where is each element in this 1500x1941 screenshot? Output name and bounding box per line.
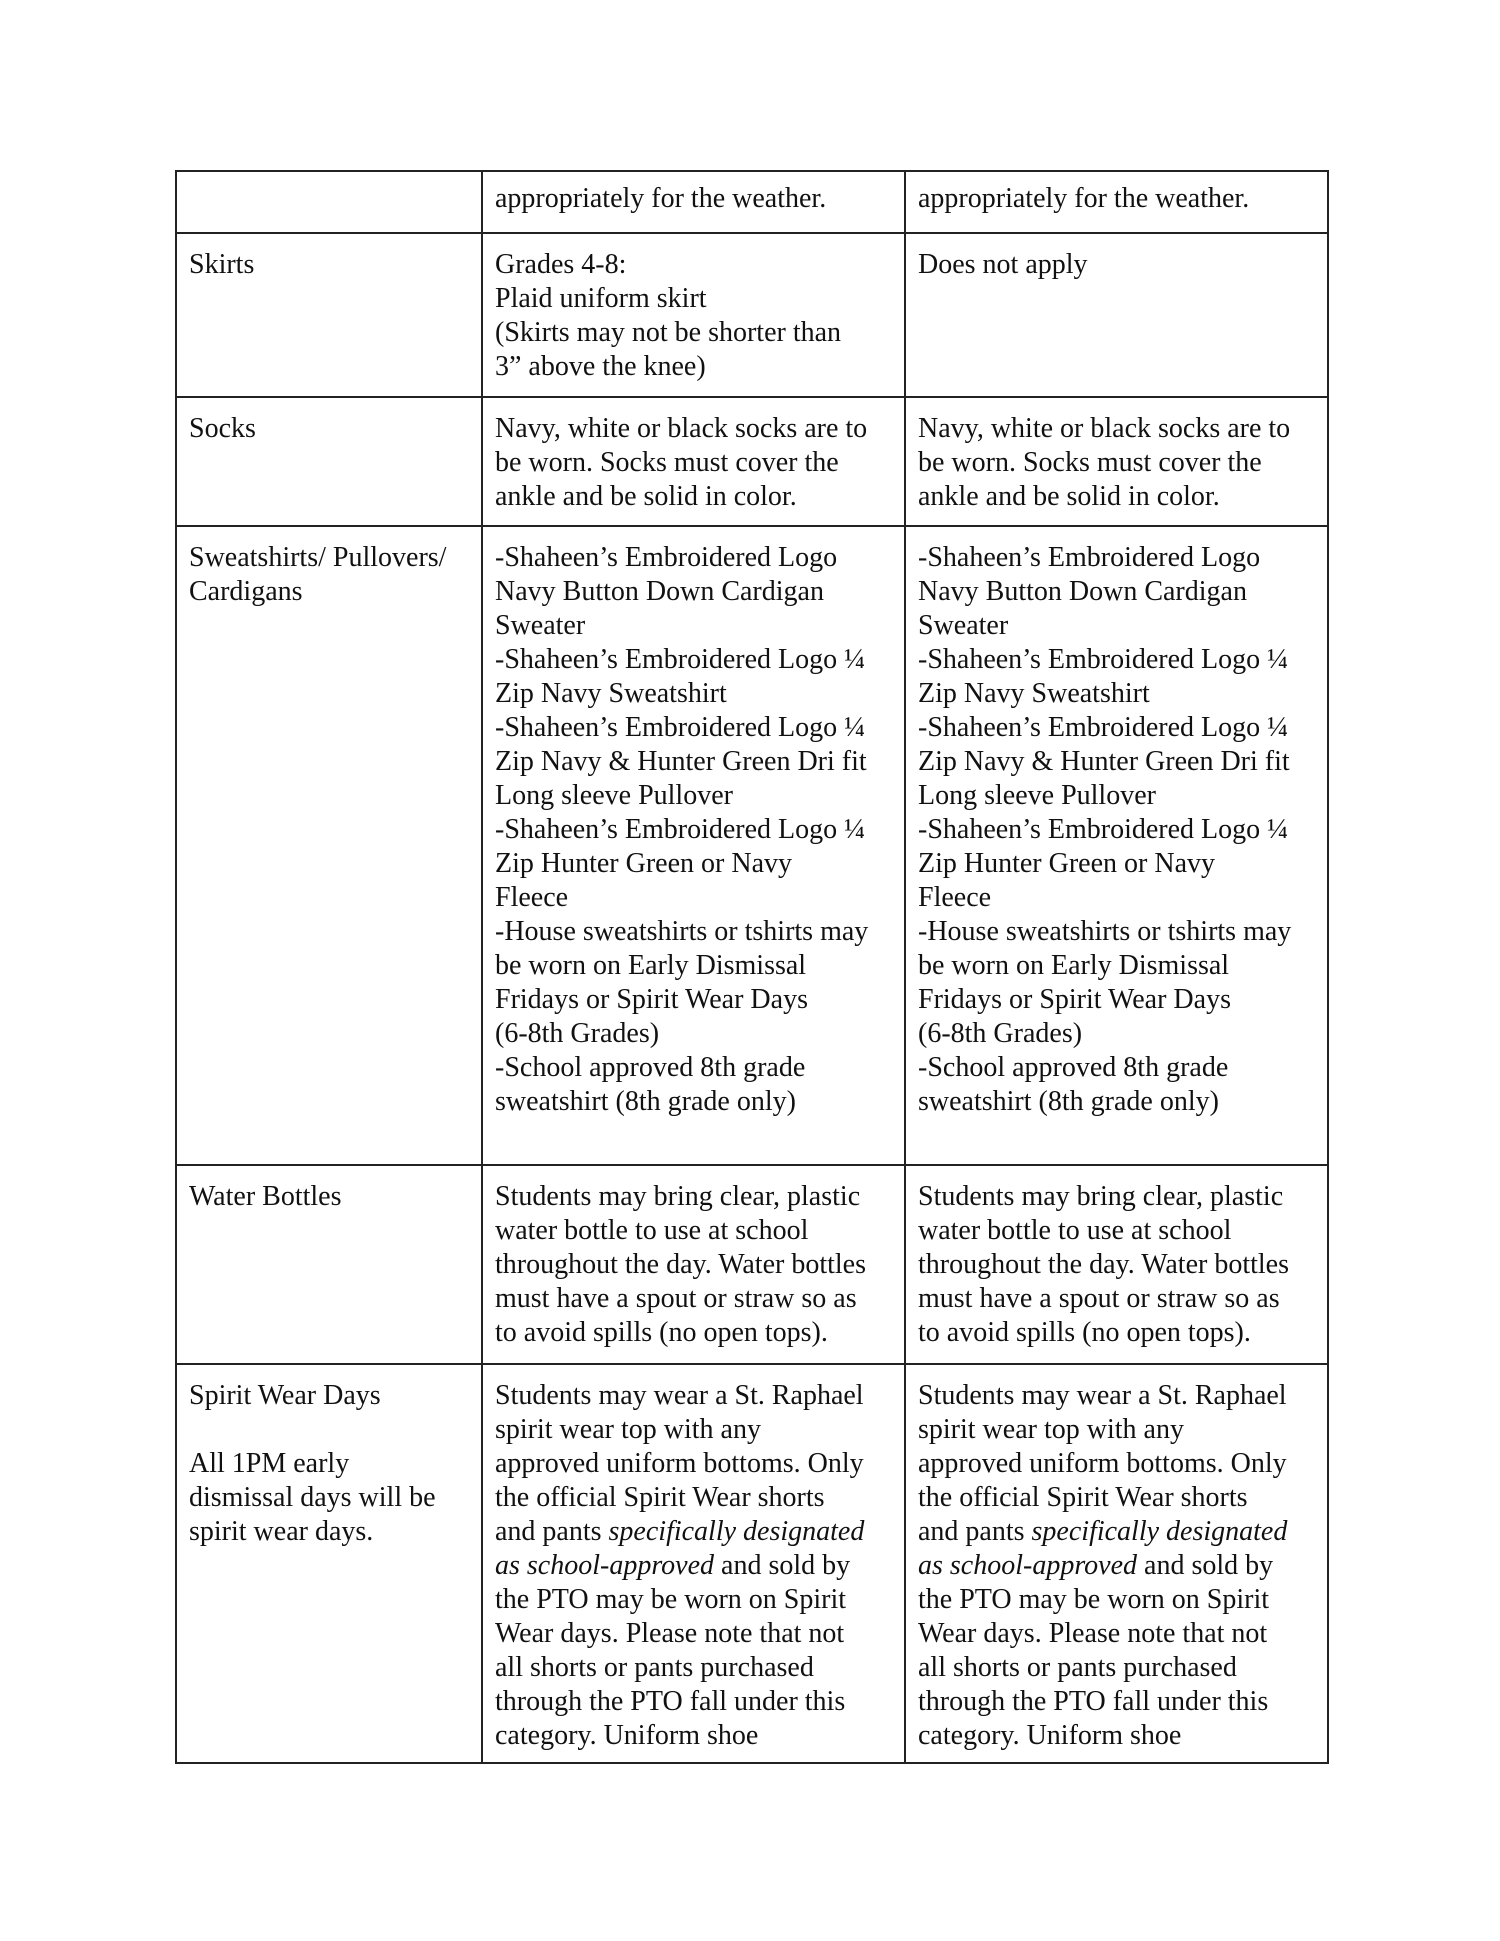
category-cell (176, 1165, 482, 1364)
category-label: Water Bottles (189, 1181, 342, 1212)
category-label: Skirts (189, 249, 255, 280)
text-line: through the PTO fall under this (918, 1686, 1269, 1717)
text-line: to avoid spills (no open tops). (918, 1317, 1251, 1348)
text-line: category. Uniform shoe (918, 1720, 1182, 1751)
policy-cell-col2 (482, 1364, 905, 1763)
table-row (176, 1364, 1328, 1763)
text-line: through the PTO fall under this (495, 1686, 846, 1717)
text-line: Zip Navy & Hunter Green Dri fit (495, 746, 867, 777)
text-line: Fridays or Spirit Wear Days (918, 984, 1231, 1015)
policy-cell-col2 (482, 1165, 905, 1364)
policy-cell-col2 (482, 526, 905, 1165)
text-line: category. Uniform shoe (495, 1720, 759, 1751)
emphasis-text: as school-approved (918, 1550, 1138, 1581)
policy-cell-col2 (482, 233, 905, 397)
text-line: Students may bring clear, plastic (918, 1181, 1284, 1212)
text-line: throughout the day. Water bottles (495, 1249, 866, 1280)
text-line: Navy Button Down Cardigan (918, 576, 1247, 607)
text-line: the official Spirit Wear shorts (495, 1482, 825, 1513)
text-line: -School approved 8th grade (918, 1052, 1229, 1083)
text-line: 3” above the knee) (495, 351, 706, 382)
emphasis-text: as school-approved (495, 1550, 715, 1581)
text-run: and sold by (714, 1550, 851, 1581)
text-line: -School approved 8th grade (495, 1052, 806, 1083)
text-line: -Shaheen’s Embroidered Logo (918, 542, 1261, 573)
text-run: and pants (495, 1516, 609, 1547)
policy-cell-col3 (905, 1165, 1328, 1364)
text-line (495, 1515, 893, 1549)
category-cell (176, 526, 482, 1165)
text-line: Students may wear a St. Raphael (495, 1380, 864, 1411)
text-line: (Skirts may not be shorter than (495, 317, 842, 348)
text-line: the official Spirit Wear shorts (918, 1482, 1248, 1513)
category-note: spirit wear days. (189, 1516, 374, 1547)
text-line: Zip Navy & Hunter Green Dri fit (918, 746, 1290, 777)
policy-cell-col3 (905, 171, 1328, 233)
text-line: be worn on Early Dismissal (918, 950, 1230, 981)
category-label: Cardigans (189, 576, 303, 607)
text-line: Zip Navy Sweatshirt (918, 678, 1150, 709)
text-line: water bottle to use at school (918, 1215, 1232, 1246)
text-line: Wear days. Please note that not (918, 1618, 1268, 1649)
text-line: Sweater (918, 610, 1009, 641)
text-run: and sold by (1137, 1550, 1274, 1581)
text-line: Zip Hunter Green or Navy (918, 848, 1216, 879)
text-line: -Shaheen’s Embroidered Logo (495, 542, 838, 573)
text-line: -Shaheen’s Embroidered Logo ¼ (495, 644, 866, 675)
text-line: -House sweatshirts or tshirts may (918, 916, 1292, 947)
category-cell (176, 397, 482, 526)
text-line: -Shaheen’s Embroidered Logo ¼ (918, 644, 1289, 675)
policy-cell-col2 (482, 397, 905, 526)
category-label: Spirit Wear Days (189, 1380, 381, 1411)
text-line: Plaid uniform skirt (495, 283, 707, 314)
text-line (918, 1515, 1316, 1549)
text-line: all shorts or pants purchased (918, 1652, 1237, 1683)
text-line: must have a spout or straw so as (495, 1283, 857, 1314)
category-note: dismissal days will be (189, 1482, 436, 1513)
policy-cell-col3 (905, 233, 1328, 397)
text-line: to avoid spills (no open tops). (495, 1317, 828, 1348)
text-line: water bottle to use at school (495, 1215, 809, 1246)
text-line: Zip Hunter Green or Navy (495, 848, 793, 879)
text-line: the PTO may be worn on Spirit (495, 1584, 847, 1615)
text-line: ankle and be solid in color. (495, 481, 797, 512)
text-line: (6-8th Grades) (495, 1018, 660, 1049)
text-line: sweatshirt (8th grade only) (495, 1086, 796, 1117)
text-line: Fleece (918, 882, 992, 913)
text-line: Fleece (495, 882, 569, 913)
text-line: Zip Navy Sweatshirt (495, 678, 727, 709)
text-line: Students may bring clear, plastic (495, 1181, 861, 1212)
text-line: -Shaheen’s Embroidered Logo ¼ (495, 712, 866, 743)
text-line: all shorts or pants purchased (495, 1652, 814, 1683)
text-line: -Shaheen’s Embroidered Logo ¼ (495, 814, 866, 845)
text-line: Sweater (495, 610, 586, 641)
text-line: spirit wear top with any (918, 1414, 1184, 1445)
text-line: Does not apply (918, 249, 1088, 280)
text-line: Wear days. Please note that not (495, 1618, 845, 1649)
text-line: throughout the day. Water bottles (918, 1249, 1289, 1280)
text-line: Fridays or Spirit Wear Days (495, 984, 808, 1015)
text-line: -House sweatshirts or tshirts may (495, 916, 869, 947)
uniform-policy-table (175, 170, 1329, 1764)
text-run: and pants (918, 1516, 1032, 1547)
text-line: Long sleeve Pullover (495, 780, 733, 811)
text-line: spirit wear top with any (495, 1414, 761, 1445)
category-label: Sweatshirts/ Pullovers/ (189, 542, 447, 573)
text-line: ankle and be solid in color. (918, 481, 1220, 512)
category-label: Socks (189, 413, 256, 444)
policy-cell-col3 (905, 397, 1328, 526)
text-line: approved uniform bottoms. Only (495, 1448, 864, 1479)
table-row (176, 171, 1328, 233)
category-note: All 1PM early (189, 1448, 350, 1479)
spacer (189, 1413, 470, 1447)
text-line: approved uniform bottoms. Only (918, 1448, 1287, 1479)
emphasis-text: specifically designated (1031, 1516, 1288, 1547)
text-line: appropriately for the weather. (495, 183, 827, 214)
text-line: Students may wear a St. Raphael (918, 1380, 1287, 1411)
table-row (176, 1165, 1328, 1364)
text-line (918, 1549, 1316, 1583)
text-line: be worn. Socks must cover the (495, 447, 839, 478)
text-line: be worn on Early Dismissal (495, 950, 807, 981)
text-line (495, 1549, 893, 1583)
category-cell (176, 171, 482, 233)
table-row (176, 526, 1328, 1165)
text-line: -Shaheen’s Embroidered Logo ¼ (918, 814, 1289, 845)
text-line: be worn. Socks must cover the (918, 447, 1262, 478)
text-line: -Shaheen’s Embroidered Logo ¼ (918, 712, 1289, 743)
text-line: Long sleeve Pullover (918, 780, 1156, 811)
text-line: sweatshirt (8th grade only) (918, 1086, 1219, 1117)
policy-cell-col3 (905, 1364, 1328, 1763)
table-row (176, 233, 1328, 397)
table-row (176, 397, 1328, 526)
category-cell (176, 1364, 482, 1763)
text-line: must have a spout or straw so as (918, 1283, 1280, 1314)
text-line: appropriately for the weather. (918, 183, 1250, 214)
policy-cell-col2 (482, 171, 905, 233)
text-line: Navy, white or black socks are to (918, 413, 1291, 444)
policy-cell-col3 (905, 526, 1328, 1165)
category-cell (176, 233, 482, 397)
emphasis-text: specifically designated (608, 1516, 865, 1547)
text-line: the PTO may be worn on Spirit (918, 1584, 1270, 1615)
text-line: Navy, white or black socks are to (495, 413, 868, 444)
text-line: Grades 4-8: (495, 249, 627, 280)
text-line: Navy Button Down Cardigan (495, 576, 824, 607)
text-line: (6-8th Grades) (918, 1018, 1083, 1049)
